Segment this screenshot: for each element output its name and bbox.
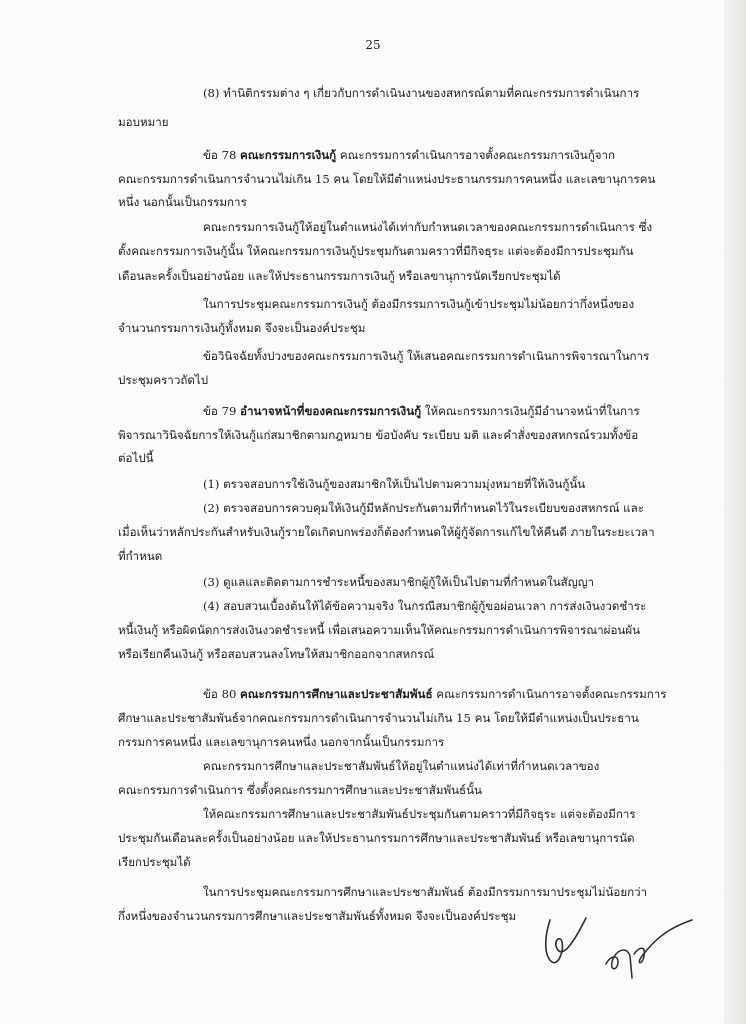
text-line bbox=[118, 710, 639, 726]
text-line bbox=[118, 114, 169, 130]
text-run: กึ่งหนึ่งของจำนวนกรรมการศึกษาและประชาสัมพันธ์ทั้งหมด จึงจะเป็นองค์ประชุม bbox=[118, 909, 517, 923]
text-run: เมื่อเห็นว่าหลักประกันสำหรับเงินกู้รายใดเกิดบกพร่องก็ต้องกำหนดให้ผู้กู้จัดการแก้ไขให้คืนดี ภายในระยะเวลา bbox=[118, 525, 655, 539]
text-line bbox=[118, 854, 191, 870]
text-run: พิจารณาวินิจฉัยการให้เงินกู้แก่สมาชิกตามกฎหมาย ข้อบังคับ ระเบียบ มติ และคำสั่งของสหกรณ์รวมทั้งข้อ bbox=[118, 428, 639, 442]
signature-two bbox=[600, 916, 700, 986]
clause-heading: คณะกรรมการศึกษาและประชาสัมพันธ์ bbox=[240, 687, 433, 701]
text-run: คณะกรรมการดำเนินการอาจตั้งคณะกรรมการเงินกู้จาก bbox=[336, 148, 616, 162]
text-run: (8) ทำนิติกรรมต่าง ๆ เกี่ยวกับการดำเนินงานของสหกรณ์ตามที่คณะกรรมการดำเนินการ bbox=[203, 86, 640, 100]
text-run: คณะกรรมการดำเนินการอาจตั้งคณะกรรมการ bbox=[432, 687, 667, 701]
text-run: เรียกประชุมได้ bbox=[118, 855, 191, 869]
text-run: ประชุมกันเดือนละครั้งเป็นอย่างน้อย และให้ประธานกรรมการศึกษาและประชาสัมพันธ์ หรือเลขานุการนัด bbox=[118, 831, 635, 845]
page-number: 25 bbox=[365, 38, 381, 52]
text-line bbox=[203, 85, 639, 101]
text-run: ให้คณะกรรมการเงินกู้มีอำนาจหน้าที่ในการ bbox=[421, 404, 640, 418]
text-line bbox=[203, 686, 667, 702]
text-line bbox=[118, 830, 635, 846]
text-run: ต่อไปนี้ bbox=[118, 451, 154, 465]
text-run: หรือเรียกคืนเงินกู้ หรือสอบสวนลงโทษให้สมาชิกออกจากสหกรณ์ bbox=[118, 647, 435, 661]
scan-edge-shadow bbox=[724, 0, 746, 1024]
text-line bbox=[118, 548, 162, 564]
text-line bbox=[118, 194, 247, 210]
text-line bbox=[203, 598, 646, 614]
text-run: คณะกรรมการเงินกู้ให้อยู่ในตำแหน่งได้เท่ากับกำหนดเวลาของคณะกรรมการดำเนินการ ซึ่ง bbox=[203, 220, 653, 234]
text-line bbox=[203, 574, 594, 590]
text-line bbox=[118, 372, 208, 388]
text-run: ในการประชุมคณะกรรมการศึกษาและประชาสัมพันธ์ ต้องมีกรรมการมาประชุมไม่น้อยกว่า bbox=[203, 885, 648, 899]
text-line bbox=[118, 268, 561, 284]
text-run: จำนวนกรรมการเงินกู้ทั้งหมด จึงจะเป็นองค์ประชุม bbox=[118, 321, 366, 335]
text-line bbox=[203, 884, 647, 900]
text-line bbox=[203, 219, 652, 235]
text-run: (2) ตรวจสอบการควบคุมให้เงินกู้มีหลักประกันตามที่กำหนดไว้ในระเบียบของสหกรณ์ และ bbox=[203, 501, 644, 515]
text-line bbox=[203, 348, 649, 364]
text-run: (3) ดูแลและติดตามการชำระหนี้ของสมาชิกผู้กู้ให้เป็นไปตามที่กำหนดในสัญญา bbox=[203, 575, 595, 589]
text-line bbox=[203, 476, 585, 492]
text-line bbox=[118, 782, 482, 798]
signature-one bbox=[540, 912, 600, 970]
text-run: มอบหมาย bbox=[118, 115, 169, 129]
text-run: ให้คณะกรรมการศึกษาและประชาสัมพันธ์ประชุมกันตามคราวที่มีกิจธุระ แต่จะต้องมีการ bbox=[203, 807, 636, 821]
text-line bbox=[203, 403, 640, 419]
text-line bbox=[118, 320, 365, 336]
text-line bbox=[203, 147, 615, 163]
text-line bbox=[118, 908, 516, 924]
text-line bbox=[118, 171, 655, 187]
text-line bbox=[203, 758, 599, 774]
text-line bbox=[118, 524, 655, 540]
text-run: หนึ่ง นอกนั้นเป็นกรรมการ bbox=[118, 195, 247, 209]
text-run: หนี้เงินกู้ หรือผิดนัดการส่งเงินงวดชำระหนี้ เพื่อเสนอความเห็นให้คณะกรรมการดำเนินการพิจารณาผ่อนผัน bbox=[118, 623, 641, 637]
text-line bbox=[118, 243, 634, 259]
text-line bbox=[118, 646, 434, 662]
text-run: ประชุมคราวถัดไป bbox=[118, 373, 209, 387]
text-line bbox=[118, 427, 638, 443]
text-run: คณะกรรมการศึกษาและประชาสัมพันธ์ให้อยู่ในตำแหน่งได้เท่าที่กำหนดเวลาของ bbox=[203, 759, 600, 773]
text-run: คณะกรรมการดำเนินการจำนวนไม่เกิน 15 คน โดยให้มีตำแหน่งประธานกรรมการคนหนึ่ง และเลขานุการคน bbox=[118, 172, 656, 186]
clause-heading: อำนาจหน้าที่ของคณะกรรมการเงินกู้ bbox=[240, 404, 422, 418]
text-run: เดือนละครั้งเป็นอย่างน้อย และให้ประธานกรรมการเงินกู้ หรือเลขานุการนัดเรียกประชุมได้ bbox=[118, 269, 561, 283]
text-line bbox=[203, 806, 636, 822]
text-run: ที่กำหนด bbox=[118, 549, 163, 563]
text-run: ในการประชุมคณะกรรมการเงินกู้ ต้องมีกรรมการเงินกู้เข้าประชุมไม่น้อยกว่ากึ่งหนึ่งของ bbox=[203, 297, 635, 311]
text-run: ข้อ 80 bbox=[203, 687, 241, 701]
text-line bbox=[118, 734, 444, 750]
text-line bbox=[203, 500, 644, 516]
text-run: ข้อวินิจฉัยทั้งปวงของคณะกรรมการเงินกู้ ให้เสนอคณะกรรมการดำเนินการพิจารณาในการ bbox=[203, 349, 650, 363]
clause-heading: คณะกรรมการเงินกู้ bbox=[240, 148, 337, 162]
text-run: (4) สอบสวนเบื้องต้นให้ได้ข้อความจริง ในกรณีสมาชิกผู้กู้ขอผ่อนเวลา การส่งเงินงวดชำระ bbox=[203, 599, 647, 613]
text-run: ตั้งคณะกรรมการเงินกู้นั้น ให้คณะกรรมการเงินกู้ประชุมกันตามคราวที่มีกิจธุระ แต่จะต้องมีการประชุมกัน bbox=[118, 244, 634, 258]
text-line bbox=[118, 450, 154, 466]
text-run: ศึกษาและประชาสัมพันธ์จากคณะกรรมการดำเนินการจำนวนไม่เกิน 15 คน โดยให้มีตำแหน่งเป็นประธาน bbox=[118, 711, 639, 725]
text-run: (1) ตรวจสอบการใช้เงินกู้ของสมาชิกให้เป็นไปตามความมุ่งหมายที่ให้เงินกู้นั้น bbox=[203, 477, 586, 491]
text-run: ข้อ 79 bbox=[203, 404, 241, 418]
text-run: คณะกรรมการดำเนินการ ซึ่งตั้งคณะกรรมการศึกษาและประชาสัมพันธ์นั้น bbox=[118, 783, 482, 797]
text-line bbox=[118, 622, 640, 638]
text-line bbox=[203, 296, 634, 312]
text-run: ข้อ 78 bbox=[203, 148, 241, 162]
text-run: กรรมการคนหนึ่ง และเลขานุการคนหนึ่ง นอกจากนั้นเป็นกรรมการ bbox=[118, 735, 445, 749]
